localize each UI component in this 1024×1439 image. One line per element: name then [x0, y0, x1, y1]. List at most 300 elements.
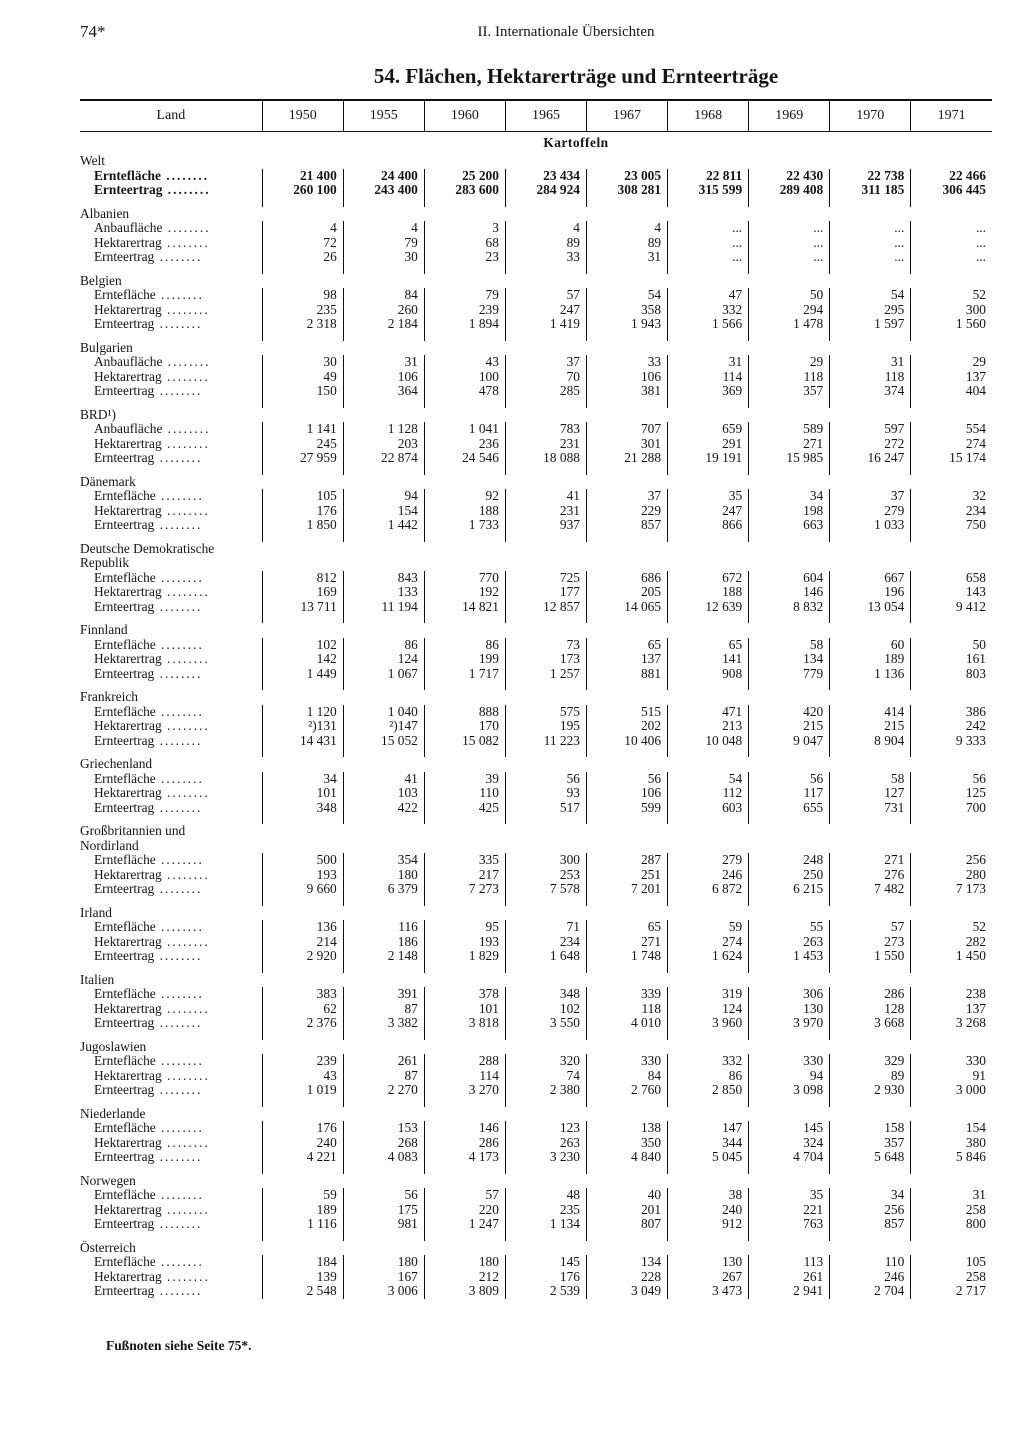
- empty-cell: [749, 897, 830, 906]
- table-cell: 374: [830, 384, 911, 399]
- empty-cell: [587, 466, 668, 475]
- empty-cell: [587, 897, 668, 906]
- table-cell: 3 230: [505, 1150, 586, 1165]
- leader-dots: ........: [154, 450, 203, 465]
- table-cell: 41: [343, 772, 424, 787]
- table-cell: 56: [587, 772, 668, 787]
- table-cell: 22 466: [911, 169, 992, 184]
- empty-cell: [587, 1040, 668, 1055]
- empty-cell: [830, 1107, 911, 1122]
- empty-cell: [424, 748, 505, 757]
- empty-cell: [343, 198, 424, 207]
- table-cell: 4: [505, 221, 586, 236]
- table-cell: 142: [262, 652, 343, 667]
- empty-cell: [749, 1165, 830, 1174]
- table-cell: 1 943: [587, 317, 668, 332]
- empty-cell: [343, 533, 424, 542]
- empty-cell: [587, 265, 668, 274]
- table-cell: 7 201: [587, 882, 668, 897]
- empty-cell: [505, 332, 586, 341]
- table-cell: 70: [505, 370, 586, 385]
- empty-cell: [830, 466, 911, 475]
- table-cell: 188: [668, 585, 749, 600]
- leader-dots: ........: [154, 1149, 203, 1164]
- row-label-text: Anbaufläche: [94, 220, 163, 235]
- statistics-table-container: [80, 99, 992, 1299]
- empty-cell: [830, 1241, 911, 1256]
- leader-dots: ........: [161, 866, 210, 882]
- empty-cell: [587, 341, 668, 356]
- row-label: [80, 667, 262, 682]
- table-cell: 158: [830, 1121, 911, 1136]
- table-cell: 282: [911, 935, 992, 950]
- leader-dots: ........: [161, 502, 210, 518]
- table-cell: 217: [424, 868, 505, 883]
- empty-cell: [911, 542, 992, 557]
- table-cell: 147: [668, 1121, 749, 1136]
- table-cell: 287: [587, 853, 668, 868]
- table-cell: 29: [749, 355, 830, 370]
- leader-dots: ........: [161, 301, 210, 317]
- row-label-text: Ernteertrag: [94, 1149, 155, 1164]
- table-cell: 35: [749, 1188, 830, 1203]
- row-label-text: Anbaufläche: [94, 421, 163, 436]
- table-cell: 271: [587, 935, 668, 950]
- table-cell: 84: [587, 1069, 668, 1084]
- row-label-text: Hektarertrag: [94, 1268, 162, 1284]
- leader-dots: ........: [161, 1268, 210, 1284]
- country-name: Jugoslawien: [80, 1038, 147, 1054]
- row-label: [80, 949, 262, 964]
- empty-cell: [587, 964, 668, 973]
- table-row: [80, 882, 992, 897]
- table-cell: 56: [911, 772, 992, 787]
- table-cell: 256: [911, 853, 992, 868]
- table-cell: 707: [587, 422, 668, 437]
- table-cell: 1 419: [505, 317, 586, 332]
- row-label: [80, 1083, 262, 1098]
- empty-cell: [830, 207, 911, 222]
- table-cell: 271: [830, 853, 911, 868]
- empty-cell: [830, 198, 911, 207]
- row-label-text: Hektarertrag: [94, 435, 162, 451]
- row-label-text: Erntefläche: [94, 167, 161, 183]
- table-cell: 43: [262, 1069, 343, 1084]
- empty-cell: [424, 341, 505, 356]
- empty-cell: [587, 748, 668, 757]
- empty-cell: [668, 964, 749, 973]
- table-cell: 100: [424, 370, 505, 385]
- table-cell: 87: [343, 1002, 424, 1017]
- table-cell: 212: [424, 1270, 505, 1285]
- table-cell: 1 442: [343, 518, 424, 533]
- table-cell: 1 850: [262, 518, 343, 533]
- table-row: [80, 667, 992, 682]
- empty-cell: [262, 466, 343, 475]
- table-cell: 22 811: [668, 169, 749, 184]
- empty-cell: [911, 1031, 992, 1040]
- table-cell: 93: [505, 786, 586, 801]
- table-cell: 220: [424, 1203, 505, 1218]
- table-cell: 188: [424, 504, 505, 519]
- empty-cell: [668, 1232, 749, 1241]
- empty-cell: [587, 757, 668, 772]
- empty-cell: [505, 1241, 586, 1256]
- empty-cell: [262, 274, 343, 289]
- empty-cell: [505, 1165, 586, 1174]
- empty-cell: [668, 1040, 749, 1055]
- table-cell: 272: [830, 437, 911, 452]
- table-cell: 23: [424, 250, 505, 265]
- country-name: Albanien: [80, 205, 130, 221]
- table-cell: 215: [830, 719, 911, 734]
- empty-cell: [505, 556, 586, 571]
- spacer-row: [80, 466, 992, 475]
- table-cell: 13 054: [830, 600, 911, 615]
- table-row: [80, 734, 992, 749]
- row-label-text: Ernteertrag: [94, 1283, 155, 1298]
- empty-cell: [911, 332, 992, 341]
- table-cell: 725: [505, 571, 586, 586]
- row-label: [80, 1255, 262, 1270]
- table-cell: 33: [587, 355, 668, 370]
- empty-cell: [262, 399, 343, 408]
- table-row: [80, 600, 992, 615]
- row-label-text: Hektarertrag: [94, 785, 162, 800]
- row-label: [80, 734, 262, 749]
- country-row: [80, 973, 992, 988]
- row-label-text: Erntefläche: [94, 770, 156, 786]
- empty-cell: [668, 1174, 749, 1189]
- empty-cell: [830, 897, 911, 906]
- table-cell: 106: [587, 370, 668, 385]
- table-cell: 205: [587, 585, 668, 600]
- empty-cell: [668, 748, 749, 757]
- table-cell: 146: [749, 585, 830, 600]
- table-cell: 4 083: [343, 1150, 424, 1165]
- spacer-row: [80, 399, 992, 408]
- leader-dots: ........: [154, 1015, 203, 1030]
- empty-cell: [749, 964, 830, 973]
- empty-cell: [749, 681, 830, 690]
- table-cell: 1 453: [749, 949, 830, 964]
- table-cell: 2 717: [911, 1284, 992, 1299]
- empty-cell: [830, 475, 911, 490]
- row-label: [80, 786, 262, 801]
- empty-cell: [343, 973, 424, 988]
- table-cell: ...: [668, 250, 749, 265]
- empty-cell: [749, 408, 830, 423]
- empty-cell: [830, 556, 911, 571]
- empty-cell: [343, 341, 424, 356]
- empty-cell: [587, 1174, 668, 1189]
- table-cell: 3: [424, 221, 505, 236]
- table-cell: 130: [749, 1002, 830, 1017]
- row-label-text: Ernteertrag: [94, 517, 155, 532]
- empty-cell: [505, 399, 586, 408]
- empty-cell: [587, 824, 668, 839]
- row-label-text: Ernteertrag: [94, 799, 155, 815]
- empty-cell: [262, 906, 343, 921]
- row-label-text: Ernteertrag: [94, 249, 155, 264]
- empty-cell: [749, 274, 830, 289]
- row-label-text: Anbaufläche: [94, 354, 163, 369]
- empty-cell: [262, 824, 343, 839]
- table-cell: 422: [343, 801, 424, 816]
- table-cell: 3 000: [911, 1083, 992, 1098]
- row-label-text: Ernteertrag: [94, 598, 155, 614]
- table-cell: 239: [262, 1054, 343, 1069]
- table-cell: 98: [262, 288, 343, 303]
- row-label: [80, 451, 262, 466]
- empty-cell: [587, 207, 668, 222]
- table-cell: 201: [587, 1203, 668, 1218]
- table-cell: 110: [830, 1255, 911, 1270]
- empty-cell: [424, 154, 505, 169]
- table-cell: 58: [749, 638, 830, 653]
- table-row: [80, 518, 992, 533]
- empty-cell: [587, 815, 668, 824]
- row-label-text: Erntefläche: [94, 569, 156, 585]
- table-cell: 246: [830, 1270, 911, 1285]
- country-row: [80, 1241, 992, 1256]
- table-cell: 1 067: [343, 667, 424, 682]
- table-row: [80, 1217, 992, 1232]
- empty-cell: [262, 1031, 343, 1040]
- empty-cell: [262, 332, 343, 341]
- table-cell: 31: [668, 355, 749, 370]
- table-cell: 866: [668, 518, 749, 533]
- table-cell: 750: [911, 518, 992, 533]
- spacer-row: [80, 198, 992, 207]
- section-title: II. Internationale Übersichten: [477, 24, 655, 40]
- country-name: Belgien: [80, 272, 122, 288]
- table-cell: 117: [749, 786, 830, 801]
- table-cell: 663: [749, 518, 830, 533]
- leader-dots: ........: [160, 167, 210, 183]
- table-cell: 295: [830, 303, 911, 318]
- leader-dots: ........: [154, 249, 203, 264]
- table-cell: 247: [505, 303, 586, 318]
- country-row: [80, 274, 992, 289]
- table-cell: 364: [343, 384, 424, 399]
- table-cell: 5 846: [911, 1150, 992, 1165]
- empty-cell: [505, 964, 586, 973]
- table-cell: 87: [343, 1069, 424, 1084]
- country-name: BRD¹): [80, 406, 117, 422]
- table-cell: 4 840: [587, 1150, 668, 1165]
- table-cell: 271: [749, 437, 830, 452]
- empty-cell: [262, 1098, 343, 1107]
- table-cell: 94: [749, 1069, 830, 1084]
- country-name: Welt: [80, 153, 105, 168]
- table-cell: 245: [262, 437, 343, 452]
- table-cell: 199: [424, 652, 505, 667]
- empty-cell: [505, 1174, 586, 1189]
- table-cell: 106: [587, 786, 668, 801]
- table-cell: 2 270: [343, 1083, 424, 1098]
- empty-cell: [830, 408, 911, 423]
- empty-cell: [749, 399, 830, 408]
- table-cell: 127: [830, 786, 911, 801]
- empty-cell: [587, 1165, 668, 1174]
- table-cell: 6 872: [668, 882, 749, 897]
- empty-cell: [587, 533, 668, 542]
- row-label: [80, 370, 262, 385]
- table-cell: 12 857: [505, 600, 586, 615]
- product-row: [80, 132, 992, 155]
- table-cell: 128: [830, 1002, 911, 1017]
- country-row: [80, 207, 992, 222]
- country-name: Finnland: [80, 622, 128, 637]
- table-cell: 251: [587, 868, 668, 883]
- table-cell: 1 136: [830, 667, 911, 682]
- table-cell: 800: [911, 1217, 992, 1232]
- leader-dots: ........: [155, 703, 204, 719]
- empty-cell: [749, 154, 830, 169]
- table-cell: 291: [668, 437, 749, 452]
- country-name: Großbritannien und: [80, 823, 186, 838]
- empty-cell: [424, 824, 505, 839]
- country-row: [80, 690, 992, 705]
- row-label-text: Ernteertrag: [94, 383, 155, 398]
- table-row: [80, 705, 992, 720]
- empty-cell: [911, 614, 992, 623]
- row-label: [80, 585, 262, 600]
- row-label-text: Ernteertrag: [94, 881, 155, 896]
- row-label-text: Hektarertrag: [94, 866, 162, 882]
- empty-cell: [830, 1174, 911, 1189]
- empty-cell: [668, 824, 749, 839]
- table-cell: 138: [587, 1121, 668, 1136]
- table-cell: 167: [343, 1270, 424, 1285]
- row-label: [80, 571, 262, 586]
- table-cell: 3 970: [749, 1016, 830, 1031]
- table-row: [80, 370, 992, 385]
- empty-cell: [587, 198, 668, 207]
- row-label-text: Erntefläche: [94, 1120, 156, 1135]
- country-row: [80, 1107, 992, 1122]
- table-cell: 62: [262, 1002, 343, 1017]
- table-cell: 48: [505, 1188, 586, 1203]
- row-label-text: Hektarertrag: [94, 584, 162, 599]
- table-cell: 9 660: [262, 882, 343, 897]
- table-cell: 1 116: [262, 1217, 343, 1232]
- empty-cell: [749, 1107, 830, 1122]
- table-cell: ...: [911, 221, 992, 236]
- table-cell: 250: [749, 868, 830, 883]
- row-label: [80, 288, 262, 303]
- empty-cell: [424, 973, 505, 988]
- table-cell: 146: [424, 1121, 505, 1136]
- year-column-header: 1967: [587, 100, 668, 132]
- row-label: [80, 1016, 262, 1031]
- table-cell: ...: [668, 221, 749, 236]
- table-cell: 30: [262, 355, 343, 370]
- empty-cell: [830, 1165, 911, 1174]
- table-cell: 2 376: [262, 1016, 343, 1031]
- row-label-text: Ernteertrag: [94, 182, 163, 197]
- year-column-header: 1960: [424, 100, 505, 132]
- table-cell: 700: [911, 801, 992, 816]
- empty-cell: [343, 475, 424, 490]
- empty-cell: [911, 897, 992, 906]
- empty-cell: [343, 1040, 424, 1055]
- table-cell: 783: [505, 422, 586, 437]
- row-label: [80, 920, 262, 935]
- empty-cell: [343, 556, 424, 571]
- table-cell: 2 941: [749, 1284, 830, 1299]
- table-cell: 214: [262, 935, 343, 950]
- table-row: [80, 1270, 992, 1285]
- table-cell: 213: [668, 719, 749, 734]
- empty-cell: [587, 614, 668, 623]
- empty-cell: [505, 839, 586, 854]
- country-row: [80, 542, 992, 557]
- table-row: [80, 355, 992, 370]
- empty-cell: [343, 748, 424, 757]
- leader-dots: ........: [155, 1254, 204, 1269]
- leader-dots: ........: [161, 1067, 210, 1083]
- table-cell: 2 380: [505, 1083, 586, 1098]
- table-cell: 22 430: [749, 169, 830, 184]
- table-cell: 176: [262, 1121, 343, 1136]
- empty-cell: [587, 681, 668, 690]
- table-cell: 32: [911, 489, 992, 504]
- table-cell: 79: [424, 288, 505, 303]
- table-cell: 193: [262, 868, 343, 883]
- empty-cell: [668, 265, 749, 274]
- table-cell: 344: [668, 1136, 749, 1151]
- table-cell: 306: [749, 987, 830, 1002]
- empty-cell: [424, 207, 505, 222]
- empty-cell: [749, 265, 830, 274]
- table-cell: 31: [830, 355, 911, 370]
- row-label-text: Hektarertrag: [94, 1134, 162, 1150]
- spacer-row: [80, 533, 992, 542]
- table-cell: 9 047: [749, 734, 830, 749]
- table-cell: 478: [424, 384, 505, 399]
- empty-cell: [587, 1241, 668, 1256]
- empty-cell: [911, 466, 992, 475]
- table-cell: 101: [424, 1002, 505, 1017]
- empty-cell: [424, 1040, 505, 1055]
- empty-cell: [262, 1165, 343, 1174]
- empty-cell: [343, 1241, 424, 1256]
- empty-cell: [424, 408, 505, 423]
- row-label: [80, 1270, 262, 1285]
- table-cell: ...: [749, 250, 830, 265]
- empty-cell: [262, 748, 343, 757]
- table-cell: 101: [262, 786, 343, 801]
- table-cell: 14 821: [424, 600, 505, 615]
- empty-cell: [505, 690, 586, 705]
- empty-cell: [911, 475, 992, 490]
- table-cell: 235: [262, 303, 343, 318]
- empty-cell: [911, 198, 992, 207]
- table-row: [80, 1002, 992, 1017]
- table-cell: 246: [668, 868, 749, 883]
- empty-cell: [424, 198, 505, 207]
- table-cell: 6 379: [343, 882, 424, 897]
- table-cell: 136: [262, 920, 343, 935]
- table-cell: 37: [505, 355, 586, 370]
- empty-cell: [749, 1174, 830, 1189]
- table-cell: 65: [587, 920, 668, 935]
- empty-cell: [749, 815, 830, 824]
- table-cell: 86: [343, 638, 424, 653]
- table-row: [80, 169, 992, 184]
